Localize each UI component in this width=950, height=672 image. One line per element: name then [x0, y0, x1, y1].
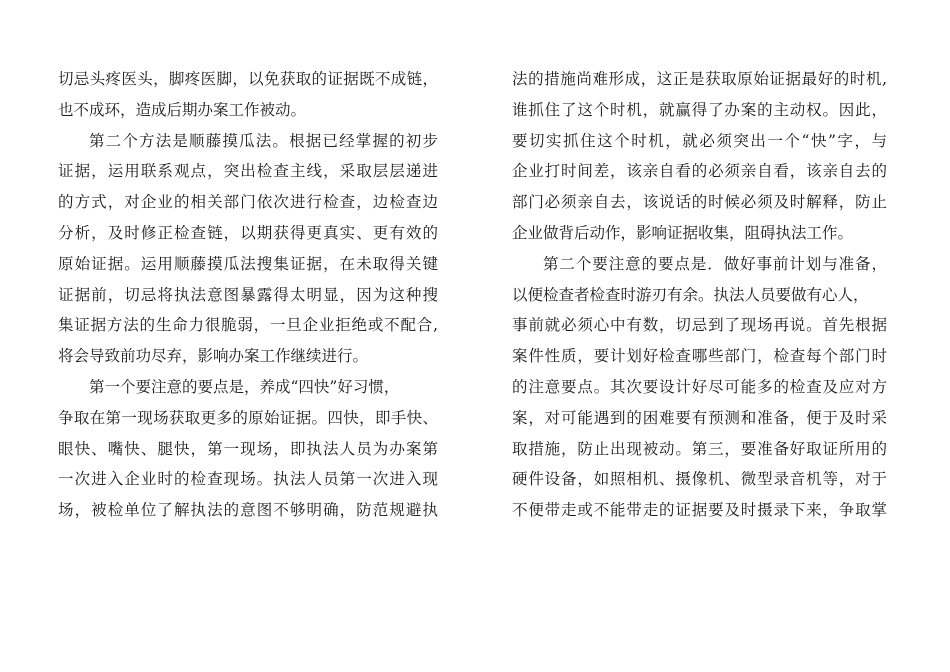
text-line: 要切实抓住这个时机，就必须突出一个“快”字，与: [512, 131, 887, 150]
text-line: 分析，及时修正检查链，以期获得更真实、更有效的: [58, 223, 438, 242]
text-line: 将会导致前功尽弃，影响办案工作继续进行。: [58, 347, 369, 366]
text-line: 集证据方法的生命力很脆弱，一旦企业拒绝或不配合,: [58, 316, 438, 335]
paragraph-start-line: 第二个要注意的要点是．做好事前计划与准备，: [543, 254, 887, 273]
text-line: 证据，运用联系观点，突出检查主线，采取层层递进: [58, 162, 438, 181]
text-line: 法的措施尚难形成，这正是获取原始证据最好的时机,: [512, 70, 887, 88]
text-line: 事前就必须心中有数，切忌到了现场再说。首先根据: [512, 316, 887, 335]
text-line: 硬件设备，如照相机、摄像机、微型录音机等，对于: [512, 470, 887, 489]
text-line: 不便带走或不能带走的证据要及时摄录下来，争取掌: [512, 501, 887, 520]
text-line: 眼快、嘴快、腿快，第一现场，即执法人员为办案第: [58, 439, 438, 458]
paragraph-start-line: 第二个方法是顺藤摸瓜法。根据已经掌握的初步: [89, 131, 438, 150]
text-line: 取措施，防止出现被动。第三，要准备好取证所用的: [512, 439, 887, 458]
text-line: 企业打时间差，该亲自看的必须亲自看，该亲自去的: [512, 162, 887, 181]
text-line: 案，对可能遇到的困难要有预测和准备，便于及时采: [512, 408, 887, 427]
text-line: 部门必须亲自去，该说话的时候必须及时解释，防止: [512, 193, 887, 212]
paragraph-start-line: 第一个要注意的要点是，养成“四快”好习惯，: [89, 377, 400, 396]
text-line: 场，被检单位了解执法的意图不够明确，防范规避执: [58, 501, 438, 520]
text-line: 争取在第一现场获取更多的原始证据。四快，即手快、: [58, 408, 438, 427]
text-line: 切忌头疼医头，脚疼医脚，以免获取的证据既不成链，: [58, 70, 438, 88]
text-line: 以便检查者检查时游刃有余。执法人员要做有心人，: [512, 285, 869, 304]
text-line: 的方式，对企业的相关部门依次进行检查，边检查边: [58, 193, 438, 212]
left-text-column: [58, 64, 438, 526]
text-line: 一次进入企业时的检查现场。执法人员第一次进入现: [58, 470, 438, 489]
text-line: 原始证据。运用顺藤摸瓜法搜集证据，在未取得关键: [58, 254, 438, 273]
text-line: 证据前，切忌将执法意图暴露得太明显，因为这种搜: [58, 285, 438, 304]
text-line: 案件性质，要计划好检查哪些部门，检查每个部门时: [512, 347, 887, 366]
text-line: 谁抓住了这个时机，就赢得了办案的主动权。因此，: [512, 100, 887, 119]
text-line: 企业做背后动作，影响证据收集，阻碍执法工作。: [512, 223, 854, 242]
text-line: 也不成环，造成后期办案工作被动。: [58, 100, 307, 119]
text-line: 的注意要点。其次要设计好尽可能多的检查及应对方: [512, 377, 887, 396]
right-text-column: [512, 64, 887, 526]
